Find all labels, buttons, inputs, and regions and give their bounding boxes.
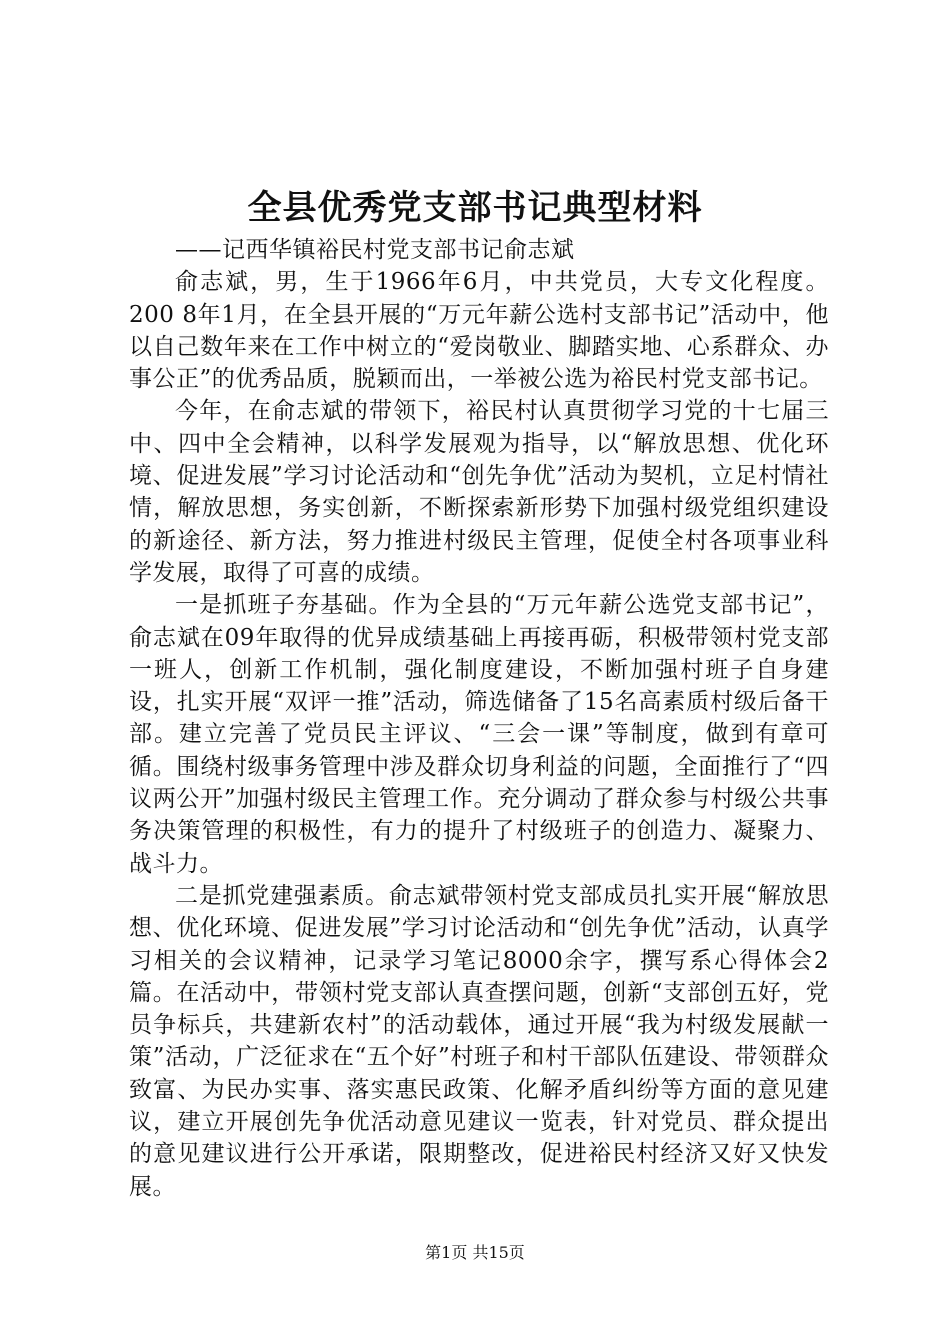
paragraph-intro: 俞志斌，男，生于1966年6月，中共党员，大专文化程度。200 8年1月，在全县开展的“万元年薪公选村支部书记”活动中，他以自己数年来在工作中树立的“爱岗敬业、脚踏实地、心系群众、办事公正”的优秀品质，脱颖而出，一举被公选为裕民村党支部书记。 bbox=[129, 269, 829, 393]
paragraph-leadership-team: 一是抓班子夯基础。作为全县的“万元年薪公选党支部书记”，俞志斌在09年取得的优异成绩基础上再接再砺，积极带领村党支部一班人，创新工作机制，强化制度建设，不断加强村班子自身建设，扎实开展“双评一推”活动，筛选储备了15名高素质村级后备干部。建立完善了党员民主评议、“三会一课”等制度，做到有章可循。围绕村级事务管理中涉及群众切身利益的问题，全面推行了“四议两公开”加强村级民主管理工作。充分调动了群众参与村级公共事务决策管理的积极性，有力的提升了村级班子的创造力、凝聚力、战斗力。 bbox=[129, 592, 829, 877]
document-subtitle: ——记西华镇裕民村党支部书记俞志斌 bbox=[175, 237, 575, 263]
paragraph-party-building: 二是抓党建强素质。俞志斌带领村党支部成员扎实开展“解放思想、优化环境、促进发展”学习讨论活动和“创先争优”活动，认真学习相关的会议精神，记录学习笔记8000余字，撰写系心得体会2篇。在活动中，带领村党支部认真查摆问题，创新“支部创五好，党员争标兵，共建新农村”的活动载体，通过开展“我为村级发展献一策”活动，广泛征求在“五个好”村班子和村干部队伍建设、带领群众致富、为民办实事、落实惠民政策、化解矛盾纠纷等方面的意见建议，建立开展创先争优活动意见建议一览表，针对党员、群众提出的意见建议进行公开承诺，限期整改，促进裕民村经济又好又快发展。 bbox=[129, 882, 829, 1200]
page-footer: 第1页 共15页 bbox=[425, 1243, 525, 1262]
document-body bbox=[129, 234, 829, 1203]
document-title: 全县优秀党支部书记典型材料 bbox=[247, 188, 703, 228]
paragraph-overview: 今年，在俞志斌的带领下，裕民村认真贯彻学习党的十七届三中、四中全会精神，以科学发展观为指导，以“解放思想、优化环境、促进发展”学习讨论活动和“创先争优”活动为契机，立足村情社情，解放思想，务实创新，不断探索新形势下加强村级党组织建设的新途径、新方法，努力推进村级民主管理，促使全村各项事业科学发展，取得了可喜的成绩。 bbox=[129, 398, 829, 586]
